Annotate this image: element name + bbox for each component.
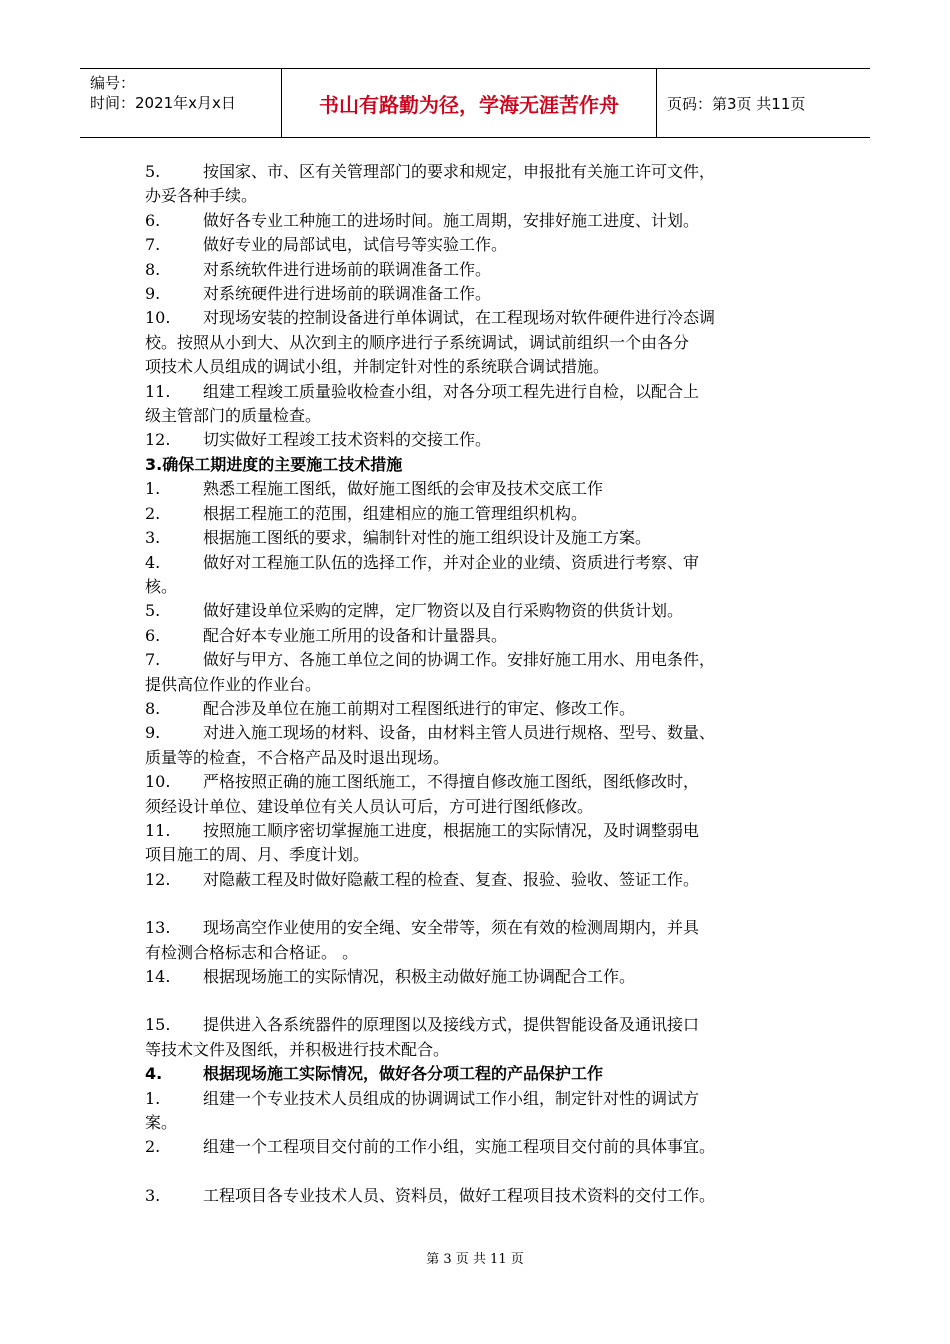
item-text xyxy=(203,697,835,721)
item-line: 对隐蔽工程及时做好隐蔽工程的检查、复查、报验、验收、签证工作。 xyxy=(203,869,700,889)
item-text xyxy=(203,551,835,575)
list-item xyxy=(145,477,835,501)
list-item xyxy=(145,1013,835,1037)
list-group-a xyxy=(145,160,835,453)
list-item xyxy=(145,502,835,526)
list-item xyxy=(145,526,835,550)
list-item-wrapper xyxy=(145,770,835,819)
item-line: 根据施工图纸的要求，编制针对性的施工组织设计及施工方案。 xyxy=(203,528,652,548)
list-item xyxy=(145,282,835,306)
spacer xyxy=(145,989,835,1013)
item-line: 做好与甲方、各施工单位之间的协调工作。安排好施工用水、用电条件， xyxy=(203,650,716,670)
item-text xyxy=(203,599,835,623)
item-line: 熟悉工程施工图纸，做好施工图纸的会审及技术交底工作 xyxy=(203,479,604,499)
item-line: 按国家、市、区有关管理部门的要求和规定，申报批有关施工许可文件， xyxy=(203,162,716,181)
list-item xyxy=(145,648,835,672)
header-meta xyxy=(80,69,282,137)
list-item xyxy=(145,258,835,282)
item-number: 5. xyxy=(145,162,161,181)
item-number: 8. xyxy=(145,259,161,279)
list-item-wrapper xyxy=(145,1184,835,1208)
list-item xyxy=(145,599,835,623)
list-item-wrapper xyxy=(145,502,835,526)
list-item-wrapper xyxy=(145,819,835,868)
item-line: 对现场安装的控制设备进行单体调试，在工程现场对软件硬件进行冷态调 xyxy=(203,308,716,328)
item-number: 9. xyxy=(145,723,161,743)
list-item-wrapper xyxy=(145,868,835,892)
item-number: 3. xyxy=(145,1185,161,1205)
item-text xyxy=(203,1135,835,1159)
list-item-wrapper xyxy=(145,721,835,770)
item-number: 11. xyxy=(145,381,171,401)
list-item-wrapper xyxy=(145,965,835,989)
list-item-15 xyxy=(145,1013,835,1062)
section-4-number: 4. xyxy=(145,1064,163,1084)
list-item xyxy=(145,916,835,940)
item-number: 2. xyxy=(145,503,161,523)
list-item xyxy=(145,209,835,233)
item-line: 对系统软件进行进场前的联调准备工作。 xyxy=(203,259,492,279)
section-4-text: 根据现场施工实际情况，做好各分项工程的产品保护工作 xyxy=(203,1064,604,1084)
list-item xyxy=(145,965,835,989)
list-item xyxy=(145,868,835,892)
item-text xyxy=(203,1087,835,1111)
item-continuation-line: 须经设计单位、建设单位有关人员认可后，方可进行图纸修改。 xyxy=(145,796,594,816)
list-item xyxy=(145,1087,835,1111)
item-line: 根据现场施工的实际情况，积极主动做好施工协调配合工作。 xyxy=(203,967,636,986)
item-text xyxy=(203,868,835,892)
item-text xyxy=(203,916,835,940)
item-continuation-line: 项技术人员组成的调试小组，并制定针对性的系统联合调试措施。 xyxy=(145,357,610,377)
item-line: 对系统硬件进行进场前的联调准备工作。 xyxy=(203,284,492,304)
item-line: 现场高空作业使用的安全绳、安全带等，须在有效的检测周期内，并具 xyxy=(203,918,700,938)
list-item xyxy=(145,160,835,184)
header-page-label: 页码：第3页 共11页 xyxy=(667,94,806,113)
list-item xyxy=(145,697,835,721)
item-number: 5. xyxy=(145,601,161,621)
item-number: 14. xyxy=(145,967,171,986)
item-text xyxy=(203,648,835,672)
item-line: 组建工程竣工质量验收检查小组，对各分项工程先进行自检，以配合上 xyxy=(203,381,700,401)
item-continuation-line: 有检测合格标志和合格证。 。 xyxy=(145,942,359,962)
item-number: 15. xyxy=(145,1015,171,1035)
list-item xyxy=(145,306,835,330)
item-text xyxy=(203,306,835,330)
item-number: 13. xyxy=(145,918,171,938)
page-header xyxy=(80,68,870,138)
list-item-wrapper xyxy=(145,306,835,379)
list-item-wrapper xyxy=(145,624,835,648)
item-line: 组建一个专业技术人员组成的协调调试工作小组，制定针对性的调试方 xyxy=(203,1088,700,1108)
item-number: 12. xyxy=(145,869,171,889)
item-text xyxy=(203,258,835,282)
item-line: 工程项目各专业技术人员、资料员，做好工程项目技术资料的交付工作。 xyxy=(203,1185,716,1205)
item-number: 9. xyxy=(145,284,161,304)
item-number: 6. xyxy=(145,625,161,645)
list-item-13 xyxy=(145,916,835,965)
list-item xyxy=(145,233,835,257)
item-text xyxy=(203,721,835,745)
list-item-wrapper xyxy=(145,1013,835,1062)
item-line: 切实做好工程竣工技术资料的交接工作。 xyxy=(203,430,492,450)
list-item-wrapper xyxy=(145,916,835,965)
spacer xyxy=(145,1160,835,1184)
list-item xyxy=(145,428,835,452)
list-item-c3 xyxy=(145,1184,835,1208)
item-line: 配合好本专业施工所用的设备和计量器具。 xyxy=(203,625,508,645)
list-item-wrapper xyxy=(145,648,835,697)
list-item-wrapper xyxy=(145,697,835,721)
list-item-wrapper xyxy=(145,1135,835,1159)
item-number: 7. xyxy=(145,650,161,670)
list-item xyxy=(145,624,835,648)
list-item xyxy=(145,1135,835,1159)
list-item-wrapper xyxy=(145,551,835,600)
item-number: 2. xyxy=(145,1137,161,1157)
item-line: 提供进入各系统器件的原理图以及接线方式，提供智能设备及通讯接口 xyxy=(203,1015,700,1035)
item-text xyxy=(203,282,835,306)
item-text xyxy=(203,209,835,233)
list-item-14 xyxy=(145,965,835,989)
list-group-c xyxy=(145,1087,835,1160)
list-item xyxy=(145,551,835,575)
item-continuation-line: 办妥各种手续。 xyxy=(145,186,258,206)
item-number: 10. xyxy=(145,308,171,328)
list-item-wrapper xyxy=(145,160,835,209)
list-item xyxy=(145,1184,835,1208)
item-text xyxy=(203,526,835,550)
list-item xyxy=(145,770,835,794)
item-text xyxy=(203,160,835,184)
item-line: 做好对工程施工队伍的选择工作，并对企业的业绩、资质进行考察、审 xyxy=(203,552,700,572)
item-continuation-line: 核。 xyxy=(145,576,178,596)
item-continuation-line: 级主管部门的质量检查。 xyxy=(145,406,322,426)
item-continuation-line: 提供高位作业的作业台。 xyxy=(145,674,322,694)
list-group-b xyxy=(145,477,835,892)
list-item-wrapper xyxy=(145,282,835,306)
item-number: 12. xyxy=(145,430,171,450)
item-line: 根据工程施工的范围，组建相应的施工管理组织机构。 xyxy=(203,503,588,523)
item-text xyxy=(203,819,835,843)
list-item-wrapper xyxy=(145,1087,835,1136)
list-item-wrapper xyxy=(145,380,835,429)
list-item-wrapper xyxy=(145,599,835,623)
item-number: 10. xyxy=(145,772,171,792)
item-text xyxy=(203,1013,835,1037)
list-item-wrapper xyxy=(145,258,835,282)
item-line: 对进入施工现场的材料、设备，由材料主管人员进行规格、型号、数量、 xyxy=(203,723,716,743)
spacer xyxy=(145,892,835,916)
item-text xyxy=(203,233,835,257)
item-line: 按照施工顺序密切掌握施工进度，根据施工的实际情况，及时调整弱电 xyxy=(203,820,700,840)
item-line: 做好专业的局部试电，试信号等实验工作。 xyxy=(203,235,508,255)
item-text xyxy=(203,502,835,526)
item-text xyxy=(203,965,835,989)
time-label: 时间：2021年x月x日 xyxy=(90,94,236,112)
item-number: 4. xyxy=(145,552,161,572)
item-text xyxy=(203,477,835,501)
item-number: 11. xyxy=(145,820,171,840)
item-text xyxy=(203,770,835,794)
item-continuation-line: 质量等的检查，不合格产品及时退出现场。 xyxy=(145,747,450,767)
list-item-wrapper xyxy=(145,209,835,233)
section-4-title xyxy=(145,1062,835,1086)
item-line: 组建一个工程项目交付前的工作小组，实施工程项目交付前的具体事宜。 xyxy=(203,1137,716,1157)
list-item xyxy=(145,380,835,404)
list-item xyxy=(145,819,835,843)
item-continuation-line: 案。 xyxy=(145,1113,178,1133)
item-line: 配合涉及单位在施工前期对工程图纸进行的审定、修改工作。 xyxy=(203,698,636,718)
item-text xyxy=(203,380,835,404)
item-text xyxy=(203,428,835,452)
item-number: 1. xyxy=(145,479,161,499)
list-item xyxy=(145,721,835,745)
item-text xyxy=(203,624,835,648)
document-body xyxy=(145,160,835,1208)
item-continuation-line: 项目施工的周、月、季度计划。 xyxy=(145,845,370,865)
section-3-title: 3.确保工期进度的主要施工技术措施 xyxy=(145,454,403,474)
list-item-wrapper xyxy=(145,233,835,257)
list-item-wrapper xyxy=(145,477,835,501)
item-continuation-line: 等技术文件及图纸，并积极进行技术配合。 xyxy=(145,1039,450,1059)
item-number: 3. xyxy=(145,528,161,548)
item-text xyxy=(203,1184,835,1208)
item-number: 7. xyxy=(145,235,161,255)
item-line: 做好建设单位采购的定牌，定厂物资以及自行采购物资的供货计划。 xyxy=(203,601,684,621)
list-item-wrapper xyxy=(145,526,835,550)
list-item-wrapper xyxy=(145,428,835,452)
page-footer: 第 3 页 共 11 页 xyxy=(426,1252,524,1267)
item-line: 做好各专业工种施工的进场时间。施工周期，安排好施工进度、计划。 xyxy=(203,210,700,230)
item-continuation-line: 校。按照从小到大、从次到主的顺序进行子系统调试，调试前组织一个由各分 xyxy=(145,332,690,352)
number-label: 编号： xyxy=(90,74,136,92)
item-number: 6. xyxy=(145,210,161,230)
header-motto: 书山有路勤为径，学海无涯苦作舟 xyxy=(282,69,657,137)
item-number: 1. xyxy=(145,1088,161,1108)
item-line: 严格按照正确的施工图纸施工，不得擅自修改施工图纸，图纸修改时， xyxy=(203,772,700,792)
item-number: 8. xyxy=(145,698,161,718)
